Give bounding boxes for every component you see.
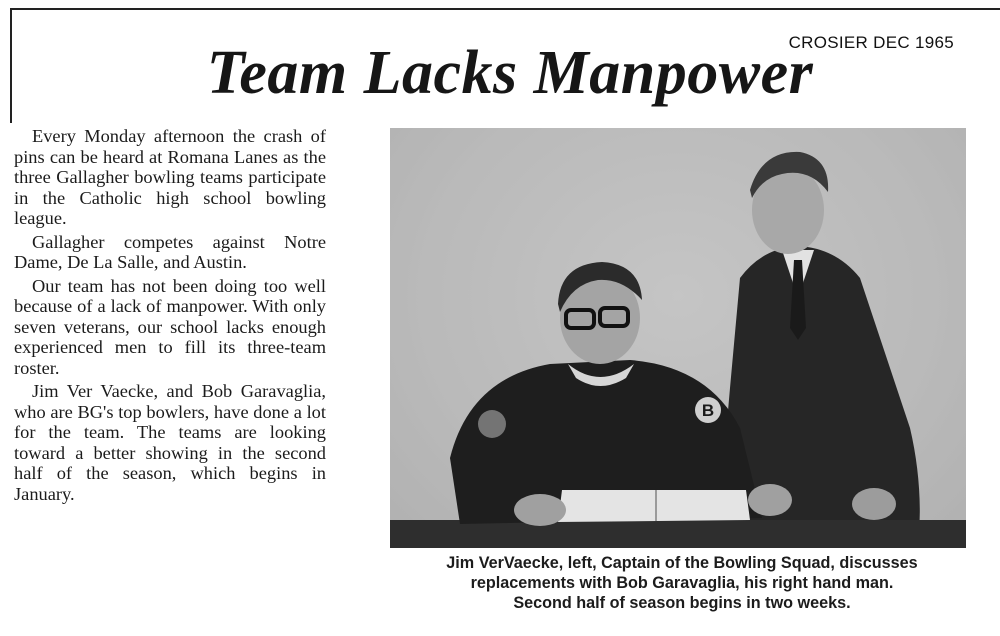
caption-line-1: Jim VerVaecke, left, Captain of the Bowling Squad, discusses — [446, 554, 918, 572]
article-paragraph-4: Jim Ver Vaecke, and Bob Garavaglia, who are BG's top bowlers, have done a lot for the team. The teams are looking toward a better showing in the second half of the season, which begins in January. — [14, 381, 326, 504]
table — [390, 520, 966, 548]
open-book — [558, 490, 750, 522]
article-body — [14, 126, 326, 507]
photo-illustration — [390, 128, 966, 548]
bowling-captains-photo — [390, 128, 966, 548]
article-paragraph-2: Gallagher competes against Notre Dame, De La Salle, and Austin. — [14, 231, 326, 272]
photo-caption — [372, 553, 992, 613]
caption-line-3: Second half of season begins in two weeks. — [513, 594, 851, 612]
article-frame-top-rule — [10, 8, 1000, 10]
caption-line-2: replacements with Bob Garavaglia, his right hand man. — [470, 574, 894, 592]
sleeve-emblem — [478, 410, 506, 438]
sweater-letter: B — [701, 401, 715, 420]
source-stamp: CROSIER DEC 1965 — [788, 33, 954, 52]
article-paragraph-3: Our team has not been doing too well because of a lack of manpower. With only seven veterans, our school lacks enough experienced men to fill its three-team roster. — [14, 275, 326, 378]
headline: Team Lacks Manpower — [206, 39, 814, 107]
article-paragraph-1: Every Monday afternoon the crash of pins can be heard at Romana Lanes as the three Gallagher bowling teams participate in the Catholic high school bowling league. — [14, 126, 326, 228]
